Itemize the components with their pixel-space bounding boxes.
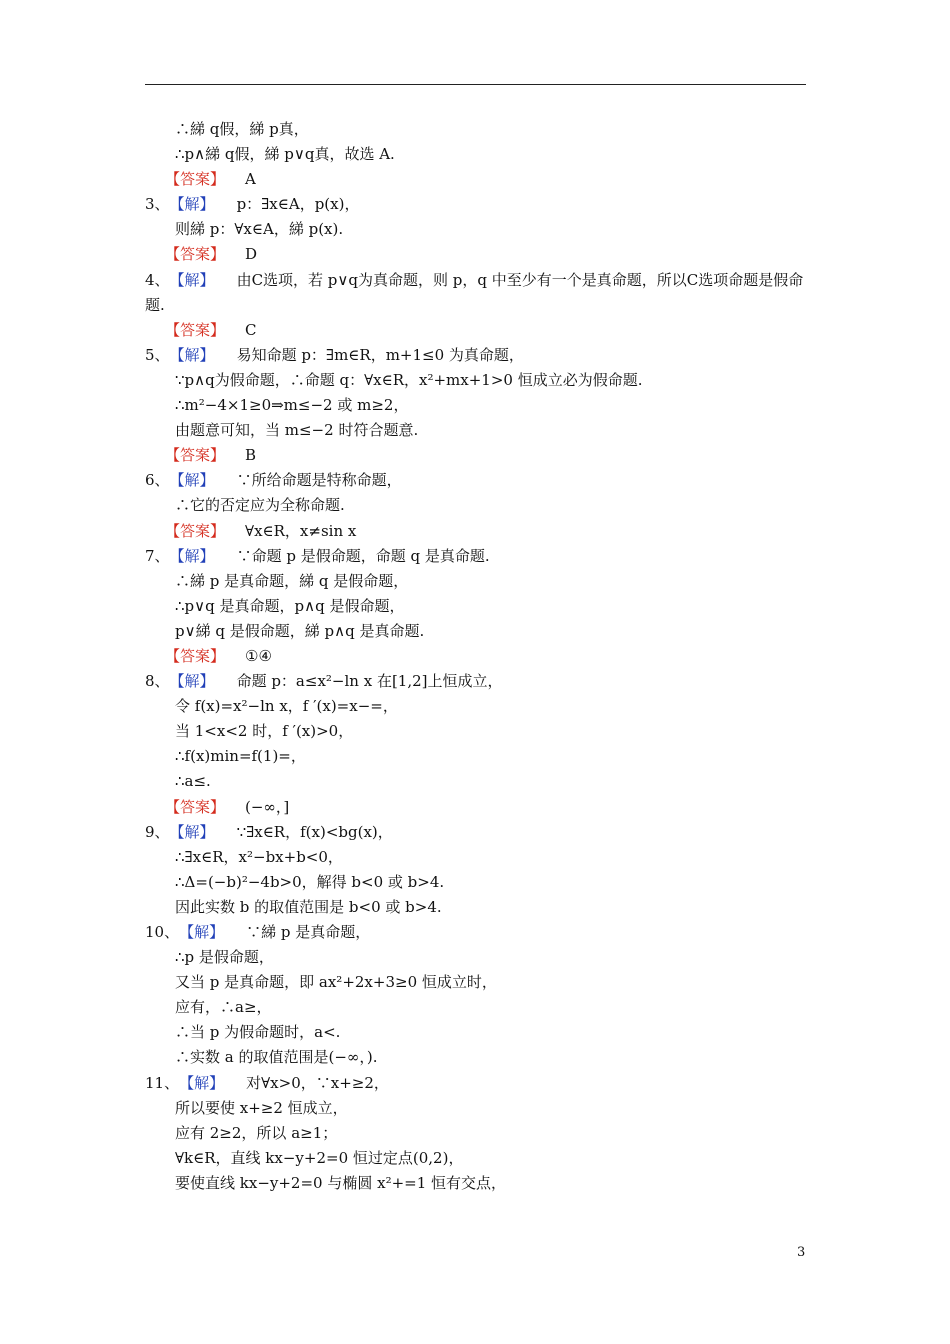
text-line: 要使直线 kx−y+2=0 与椭圆 x²+=1 恒有交点， bbox=[175, 1173, 507, 1192]
solution-line bbox=[145, 544, 810, 569]
answer-label: 【答案】 bbox=[165, 797, 226, 816]
answer-label: 【答案】 bbox=[165, 245, 226, 264]
text-line: ∴p∧綈 q假，綈 p∨q真，故选 A. bbox=[175, 145, 395, 164]
answer-value: ①④ bbox=[245, 646, 272, 665]
text-line: ∴它的否定应为全称命题. bbox=[175, 496, 345, 515]
text-line: 则綈 p：∀x∈A，綈 p(x). bbox=[175, 220, 344, 239]
answer-value: C bbox=[245, 320, 257, 339]
text-line: 当 1<x<2 时，f ′(x)>0， bbox=[175, 722, 354, 741]
solution-line bbox=[145, 468, 810, 493]
answer-value: A bbox=[245, 170, 256, 189]
text-line: 因此实数 b 的取值范围是 b<0 或 b>4. bbox=[175, 897, 442, 916]
answer-line bbox=[145, 519, 810, 544]
solution-text: ∵∃x∈R，f(x)<bg(x)， bbox=[236, 822, 393, 841]
text-line: ∴m²−4×1≥0⇒m≤−2 或 m≥2， bbox=[175, 396, 409, 415]
solution-text: 易知命题 p：∃m∈R，m+1≤0 为真命题， bbox=[236, 345, 524, 364]
text-line: ∴p∨q 是真命题，p∧q 是假命题， bbox=[175, 596, 405, 615]
problem-number: 9、 bbox=[145, 822, 170, 841]
problem-number: 4、 bbox=[145, 270, 170, 289]
problem-number: 10、 bbox=[145, 923, 180, 941]
solution-label: 【解】 bbox=[179, 923, 225, 941]
solution-text: ∵綈 p 是真命题， bbox=[246, 923, 371, 941]
solution-label: 【解】 bbox=[169, 822, 215, 841]
answer-line bbox=[145, 318, 810, 343]
problem-number: 11、 bbox=[145, 1073, 180, 1092]
solution-label: 【解】 bbox=[169, 270, 215, 289]
document-body bbox=[145, 117, 810, 1196]
text-line: ∴綈 q假，綈 p真， bbox=[175, 120, 309, 138]
solution-label: 【解】 bbox=[169, 345, 215, 364]
solution-text: 命题 p：a≤x²−ln x 在[1,2]上恒成立， bbox=[236, 672, 503, 691]
solution-label: 【解】 bbox=[179, 1073, 225, 1092]
answer-line bbox=[145, 167, 810, 192]
text-line: ∴Δ=(−b)²−4b>0，解得 b<0 或 b>4. bbox=[175, 872, 445, 891]
answer-value: B bbox=[245, 446, 257, 465]
text-line: 应有，∴a≥， bbox=[175, 998, 272, 1017]
header-rule bbox=[145, 84, 806, 85]
solution-line bbox=[145, 920, 810, 945]
solution-label: 【解】 bbox=[169, 546, 215, 565]
text-line: p∨綈 q 是假命题，綈 p∧q 是真命题. bbox=[175, 621, 425, 640]
text-line: 应有 2≥2，所以 a≥1； bbox=[175, 1123, 338, 1142]
answer-value: D bbox=[245, 245, 258, 264]
solution-label: 【解】 bbox=[169, 195, 215, 214]
page-number: 3 bbox=[797, 1245, 806, 1260]
text-line: ∀k∈R，直线 kx−y+2=0 恒过定点(0,2)， bbox=[175, 1148, 464, 1167]
answer-label: 【答案】 bbox=[165, 170, 226, 189]
solution-text: ∵所给命题是特称命题， bbox=[236, 471, 402, 490]
problem-number: 3、 bbox=[145, 195, 170, 214]
solution-line bbox=[145, 669, 810, 694]
text-line: ∵p∧q为假命题，∴命题 q：∀x∈R，x²+mx+1>0 恒成立必为假命题. bbox=[175, 370, 643, 389]
solution-text: ∵命题 p 是假命题，命题 q 是真命题. bbox=[236, 546, 490, 565]
answer-value: ∀x∈R，x≠sin x bbox=[245, 521, 357, 540]
answer-line bbox=[145, 795, 810, 820]
answer-label: 【答案】 bbox=[165, 521, 226, 540]
solution-line bbox=[145, 1071, 810, 1096]
text-line: ∴∃x∈R，x²−bx+b<0， bbox=[175, 847, 343, 866]
problem-number: 7、 bbox=[145, 546, 170, 565]
text-line: 所以要使 x+≥2 恒成立， bbox=[175, 1098, 348, 1117]
answer-value: (−∞，] bbox=[245, 797, 290, 816]
solution-label: 【解】 bbox=[169, 672, 215, 691]
solution-line bbox=[145, 343, 810, 368]
answer-line bbox=[145, 443, 810, 468]
answer-line bbox=[145, 644, 810, 669]
text-line: 由题意可知，当 m≤−2 时符合题意. bbox=[175, 421, 419, 440]
solution-line bbox=[145, 820, 810, 845]
answer-label: 【答案】 bbox=[165, 446, 226, 465]
text-line: ∴p 是假命题， bbox=[175, 948, 274, 967]
text-line: 又当 p 是真命题，即 ax²+2x+3≥0 恒成立时， bbox=[175, 973, 497, 992]
text-line: ∴f(x)min=f(1)=， bbox=[175, 747, 306, 766]
text-line: ∴实数 a 的取值范围是(−∞，). bbox=[175, 1048, 378, 1067]
text-line: ∴当 p 为假命题时，a<. bbox=[175, 1023, 341, 1042]
text-line: ∴綈 p 是真命题，綈 q 是假命题， bbox=[175, 571, 409, 590]
text-line: 令 f(x)=x²−ln x，f ′(x)=x−=， bbox=[175, 697, 398, 716]
answer-label: 【答案】 bbox=[165, 320, 226, 339]
solution-line bbox=[145, 268, 810, 318]
solution-label: 【解】 bbox=[169, 471, 215, 490]
answer-label: 【答案】 bbox=[165, 646, 226, 665]
solution-text: 对∀x>0，∵x+≥2， bbox=[246, 1073, 389, 1092]
problem-number: 5、 bbox=[145, 345, 170, 364]
text-line: ∴a≤. bbox=[175, 772, 211, 791]
answer-line bbox=[145, 242, 810, 267]
solution-line bbox=[145, 192, 810, 217]
solution-text: p：∃x∈A，p(x)， bbox=[236, 195, 360, 214]
problem-number: 8、 bbox=[145, 672, 170, 691]
problem-number: 6、 bbox=[145, 471, 170, 490]
solution-text: 由C选项，若 p∨q为真命题，则 p，q 中至少有一个是真命题，所以C选项命题是假命题. bbox=[145, 270, 804, 314]
